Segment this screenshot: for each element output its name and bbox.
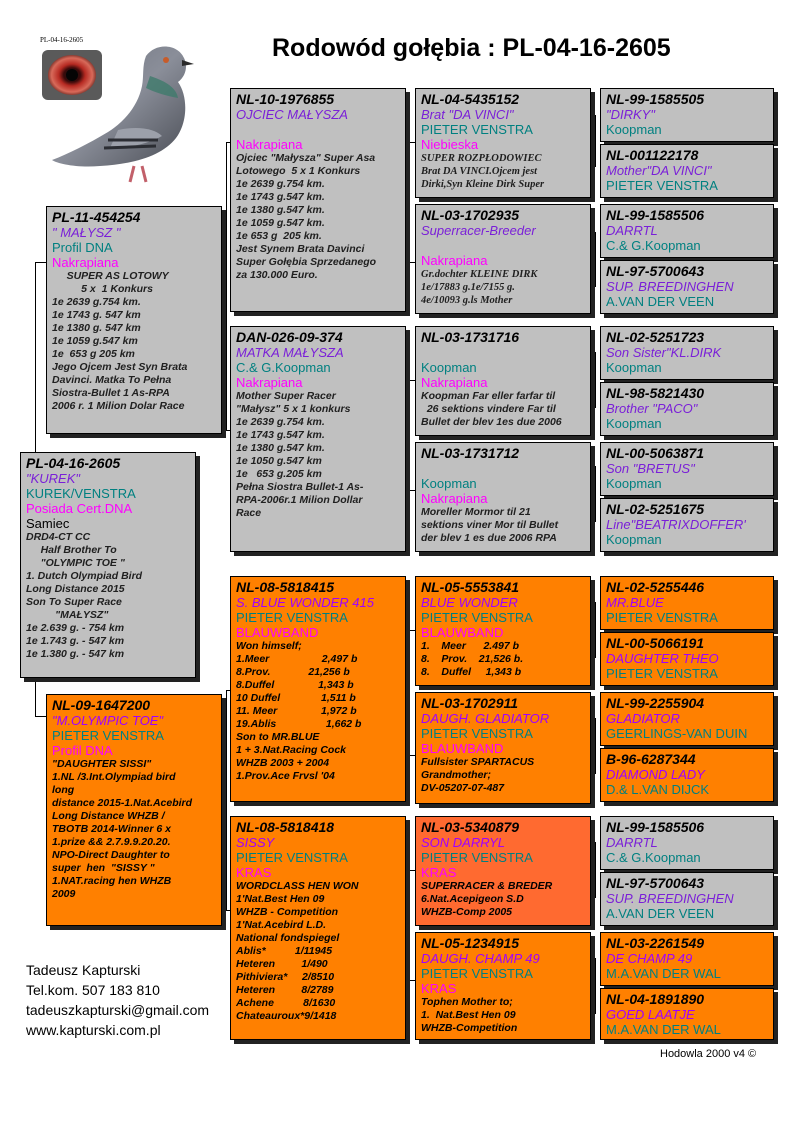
grandparent-breeder: PIETER VENSTRA xyxy=(236,850,348,865)
ggp-ring-id: NL-03-5340879 xyxy=(421,819,520,835)
gen4-card xyxy=(600,498,774,552)
great-grandparent-card xyxy=(415,326,591,436)
ggp-notes: SUPERRACER & BREDER 6.Nat.Acepigeon S.D WHZB-Comp 2005 xyxy=(421,880,553,918)
sire-breeder: Profil DNA xyxy=(52,240,113,255)
gen4-ring-id: NL-97-5700643 xyxy=(606,263,705,279)
photo-caption: PL-04-16-2605 xyxy=(40,36,84,44)
subject-notes: DRD4-CT CC Half Brother To "OLYMPIC TOE " 1. Dutch Olympiad Bird Long Distance 2015 Son To Super Race "MAŁYSZ" 1e 2.639 g. - 754 km 1e 1.743 g. - 547 km 1e 1.380 g. - 547 km xyxy=(26,531,143,660)
ggp-notes: Moreller Mormor til 21 sektions viner Mor til Bullet der blev 1 es due 2006 RPA xyxy=(421,506,559,544)
gen4-breeder: PIETER VENSTRA xyxy=(606,610,718,625)
ggp-breeder: Koopman xyxy=(421,360,477,375)
gen4-breeder: M.A.VAN DER WAL xyxy=(606,966,721,981)
grandparent-color: BLAUWBAND xyxy=(236,625,319,640)
ggp-ring-id: NL-05-1234915 xyxy=(421,935,520,951)
subject-card xyxy=(20,452,196,678)
gen4-ring-id: NL-00-5063871 xyxy=(606,445,705,461)
gen4-card xyxy=(600,260,774,314)
gen4-name: DARRTL xyxy=(606,223,658,238)
great-grandparent-card xyxy=(415,932,591,1040)
gen4-ring-id: NL-02-5251723 xyxy=(606,329,705,345)
gen4-ring-id: NL-02-5255446 xyxy=(606,579,705,595)
ggp-breeder xyxy=(421,238,585,253)
grandparent-breeder: C.& G.Koopman xyxy=(236,360,331,375)
ggp-name: Brat "DA VINCI" xyxy=(421,107,514,122)
gen4-name: DARRTL xyxy=(606,835,658,850)
ggp-color: Nakrapiana xyxy=(421,491,488,506)
grandparent-color: Nakrapiana xyxy=(236,375,303,390)
gen4-breeder: A.VAN DER VEEN xyxy=(606,294,715,309)
ggp-ring-id: NL-03-1731716 xyxy=(421,329,520,345)
grandparent-ring-id: NL-08-5818418 xyxy=(236,819,335,835)
gen4-ring-id: NL-99-1585506 xyxy=(606,819,705,835)
gen4-ring-id: NL-97-5700643 xyxy=(606,875,705,891)
ggp-notes: Fullsister SPARTACUS Grandmother; DV-05207-07-487 xyxy=(421,756,535,794)
gen4-breeder: Koopman xyxy=(606,416,662,431)
gen4-card xyxy=(600,632,774,686)
dam-breeder: PIETER VENSTRA xyxy=(52,728,164,743)
gen4-card xyxy=(600,988,774,1040)
ggp-name: BLUE WONDER xyxy=(421,595,518,610)
ggp-color: BLAUWBAND xyxy=(421,741,504,756)
ggp-ring-id: NL-03-1731712 xyxy=(421,445,520,461)
gen4-breeder: PIETER VENSTRA xyxy=(606,178,718,193)
gen4-breeder: C.& G.Koopman xyxy=(606,850,701,865)
owner-email[interactable]: tadeuszkapturski@gmail.com xyxy=(26,1002,210,1018)
software-credit: Hodowla 2000 v4 © xyxy=(660,1048,757,1060)
grandparent-name: SISSY xyxy=(236,835,275,850)
gen4-breeder: D.& L.VAN DIJCK xyxy=(606,782,710,797)
ggp-color: KRAS xyxy=(421,865,457,880)
grandparent-ring-id: DAN-026-09-374 xyxy=(236,329,343,345)
grandparent-card xyxy=(230,326,406,552)
grandparent-breeder xyxy=(236,122,400,137)
gen4-ring-id: NL-001122178 xyxy=(606,147,699,163)
great-grandparent-card xyxy=(415,88,591,198)
grandparent-breeder: PIETER VENSTRA xyxy=(236,610,348,625)
gen4-ring-id: NL-03-2261549 xyxy=(606,935,705,951)
grandparent-card xyxy=(230,816,406,1040)
gen4-card xyxy=(600,204,774,258)
grandparent-color: KRAS xyxy=(236,865,272,880)
great-grandparent-card xyxy=(415,692,591,804)
gen4-ring-id: NL-99-1585506 xyxy=(606,207,705,223)
gen4-card xyxy=(600,442,774,496)
gen4-breeder: PIETER VENSTRA xyxy=(606,666,718,681)
ggp-breeder: PIETER VENSTRA xyxy=(421,966,533,981)
grandparent-card xyxy=(230,88,406,312)
grandparent-name: OJCIEC MAŁYSZA xyxy=(236,107,348,122)
gen4-card xyxy=(600,872,774,926)
great-grandparent-card xyxy=(415,816,591,926)
gen4-ring-id: NL-99-1585505 xyxy=(606,91,705,107)
ggp-name: Superracer-Breeder xyxy=(421,223,536,238)
gen4-name: GOED LAATJE xyxy=(606,1007,695,1022)
sire-notes: SUPER AS LOTOWY 5 x 1 Konkurs 1e 2639 g.754 km. 1e 1743 g. 547 km 1e 1380 g. 547 km 1e 1059 g.547 km 1e 653 g 205 km Jego Ojcem Jest Syn Brata Davinci. Matka To Pełna Siostra-Bullet 1 As-RPA 2006 r. 1 Milion Dolar Race xyxy=(52,270,188,412)
gen4-ring-id: NL-98-5821430 xyxy=(606,385,705,401)
gen4-breeder: Koopman xyxy=(606,122,662,137)
gen4-breeder: C.& G.Koopman xyxy=(606,238,701,253)
ggp-breeder: PIETER VENSTRA xyxy=(421,610,533,625)
gen4-breeder: Koopman xyxy=(606,360,662,375)
ggp-notes: SUPER ROZPŁODOWIEC Brat DA VINCI.Ojcem jest Dirki,Syn Kleine Dirk Super xyxy=(421,153,545,190)
ggp-name: DAUGH. GLADIATOR xyxy=(421,711,550,726)
grandparent-notes: WORDCLASS HEN WON 1'Nat.Best Hen 09 WHZB - Competition 1'Nat.Acebird L.D. National fondspiegel Ablis* 1/11945 Heteren 1/490 Pithiviera* 2/8510 Heteren 8/2789 Achene 8/1630 Chateauroux*9/1418 xyxy=(236,880,359,1022)
gen4-name: Son "BRETUS" xyxy=(606,461,695,476)
ggp-name: DAUGH. CHAMP 49 xyxy=(421,951,540,966)
ggp-notes: 1. Meer 2.497 b 8. Prov. 21,526 b. 8. Duffel 1,343 b xyxy=(421,640,524,678)
grandparent-color: Nakrapiana xyxy=(236,137,303,152)
gen4-card xyxy=(600,382,774,436)
gen4-breeder: Koopman xyxy=(606,532,662,547)
sire-color: Nakrapiana xyxy=(52,255,119,270)
subject-dna: Posiada Cert.DNA xyxy=(26,501,133,516)
gen4-name: Brother "PACO" xyxy=(606,401,698,416)
sire-name: " MAŁYSZ " xyxy=(52,225,121,240)
gen4-breeder: A.VAN DER VEEN xyxy=(606,906,715,921)
sire-card xyxy=(46,206,222,434)
gen4-name: Son Sister"KL.DIRK xyxy=(606,345,722,360)
subject-name: "KUREK" xyxy=(26,471,81,486)
subject-breeder: KUREK/VENSTRA xyxy=(26,486,136,501)
ggp-breeder: Koopman xyxy=(421,476,477,491)
pigeon-photo xyxy=(38,36,208,186)
ggp-ring-id: NL-05-5553841 xyxy=(421,579,520,595)
gen4-card xyxy=(600,748,774,802)
dam-card xyxy=(46,694,222,926)
gen4-breeder: Koopman xyxy=(606,476,662,491)
gen4-card xyxy=(600,932,774,986)
ggp-breeder: PIETER VENSTRA xyxy=(421,726,533,741)
ggp-ring-id: NL-03-1702911 xyxy=(421,695,519,711)
ggp-notes: Koopman Far eller farfar til 26 sektions vindere Far til Bullet der blev 1es due 2006 xyxy=(421,390,562,428)
ggp-color: Niebieska xyxy=(421,137,479,152)
grandparent-notes: Mother Super Racer "Małysz" 5 x 1 konkurs 1e 2639 g.754 km. 1e 1743 g.547 km. 1e 1380 g.547 km. 1e 1050 g.547 km 1e 653 g.205 km Pełna Siostra Bullet-1 As- RPA-2006r.1 Milion Dollar Race xyxy=(236,390,364,519)
gen4-name: SUP. BREEDINGHEN xyxy=(606,279,734,294)
gen4-name: DAUGHTER THEO xyxy=(606,651,719,666)
gen4-name: SUP. BREEDINGHEN xyxy=(606,891,734,906)
gen4-name: Mother"DA VINCI" xyxy=(606,163,712,178)
owner-website[interactable]: www.kapturski.com.pl xyxy=(26,1022,161,1038)
gen4-card xyxy=(600,326,774,380)
ggp-ring-id: NL-03-1702935 xyxy=(421,207,520,223)
ggp-notes: Gr.dochter KLEINE DIRK 1e/17883 g.1e/7155 g. 4e/10093 g.ls Mother xyxy=(421,269,538,306)
ggp-name xyxy=(421,345,585,360)
great-grandparent-card xyxy=(415,576,591,686)
gen4-breeder: M.A.VAN DER WAL xyxy=(606,1022,721,1037)
gen4-card xyxy=(600,816,774,870)
gen4-breeder: GEERLINGS-VAN DUIN xyxy=(606,726,748,741)
owner-phone: Tel.kom. 507 183 810 xyxy=(26,982,160,998)
ggp-notes: Tophen Mother to; 1. Nat.Best Hen 09 WHZB-Competition xyxy=(421,996,518,1034)
gen4-name: DE CHAMP 49 xyxy=(606,951,693,966)
gen4-name: DIAMOND LADY xyxy=(606,767,705,782)
ggp-color: BLAUWBAND xyxy=(421,625,504,640)
gen4-name: GLADIATOR xyxy=(606,711,680,726)
dam-dna: Profil DNA xyxy=(52,743,113,758)
gen4-ring-id: NL-04-1891890 xyxy=(606,991,705,1007)
grandparent-name: S. BLUE WONDER 415 xyxy=(236,595,374,610)
ggp-breeder: PIETER VENSTRA xyxy=(421,850,533,865)
ggp-breeder: PIETER VENSTRA xyxy=(421,122,533,137)
gen4-card xyxy=(600,576,774,630)
gen4-ring-id: NL-99-2255904 xyxy=(606,695,705,711)
gen4-card xyxy=(600,144,774,198)
gen4-card xyxy=(600,692,774,746)
subject-ring-id: PL-04-16-2605 xyxy=(26,455,121,471)
dam-notes: "DAUGHTER SISSI" 1.NL /3.Int.Olympiad bird long distance 2015-1.Nat.Acebird Long Distance WHZB / TBOTB 2014-Winner 6 x 1.prize && 2.7.9.9.20.20. NPO-Direct Daughter to super hen "SISSY " 1.NAT.racing hen WHZB 2009 xyxy=(52,758,193,900)
grandparent-name: MATKA MAŁYSZA xyxy=(236,345,344,360)
great-grandparent-card xyxy=(415,442,591,552)
gen4-ring-id: B-96-6287344 xyxy=(606,751,696,767)
ggp-color: Nakrapiana xyxy=(421,253,488,268)
grandparent-ring-id: NL-08-5818415 xyxy=(236,579,335,595)
gen4-name: Line"BEATRIXDOFFER' xyxy=(606,517,746,532)
ggp-name: SON DARRYL xyxy=(421,835,506,850)
dam-ring-id: NL-09-1647200 xyxy=(52,697,151,713)
dam-name: "M.OLYMPIC TOE" xyxy=(52,713,164,728)
sire-ring-id: PL-11-454254 xyxy=(52,209,141,225)
subject-sex: Samiec xyxy=(26,516,70,531)
owner-name: Tadeusz Kapturski xyxy=(26,962,141,978)
gen4-card xyxy=(600,88,774,142)
gen4-ring-id: NL-02-5251675 xyxy=(606,501,705,517)
ggp-color: KRAS xyxy=(421,981,457,996)
page-title: Rodowód gołębia : PL-04-16-2605 xyxy=(272,34,671,62)
ggp-color: Nakrapiana xyxy=(421,375,488,390)
grandparent-ring-id: NL-10-1976855 xyxy=(236,91,335,107)
grandparent-card xyxy=(230,576,406,802)
ggp-name xyxy=(421,461,585,476)
pigeon-icon xyxy=(38,36,208,186)
gen4-name: MR.BLUE xyxy=(606,595,664,610)
grandparent-notes: Ojciec "Małysza" Super Asa Lotowego 5 x 1 Konkurs 1e 2639 g.754 km. 1e 1743 g.547 km. 1e 1380 g.547 km. 1e 1059 g.547 km. 1e 653 g 205 km. Jest Synem Brata Davinci Super Gołębia Sprzedanego za 130.000 Euro. xyxy=(236,152,377,281)
great-grandparent-card xyxy=(415,204,591,314)
grandparent-notes: Won himself; 1.Meer 2,497 b 8.Prov. 21,256 b 8.Duffel 1,343 b 10 Duffel 1,511 b 11. Meer 1,972 b 19.Ablis 1,662 b Son to MR.BLUE 1 + 3.Nat.Racing Cock WHZB 2003 + 2004 1.Prov.Ace Frvsl '04 xyxy=(236,640,362,782)
gen4-ring-id: NL-00-5066191 xyxy=(606,635,705,651)
ggp-ring-id: NL-04-5435152 xyxy=(421,91,520,107)
gen4-name: "DIRKY" xyxy=(606,107,655,122)
